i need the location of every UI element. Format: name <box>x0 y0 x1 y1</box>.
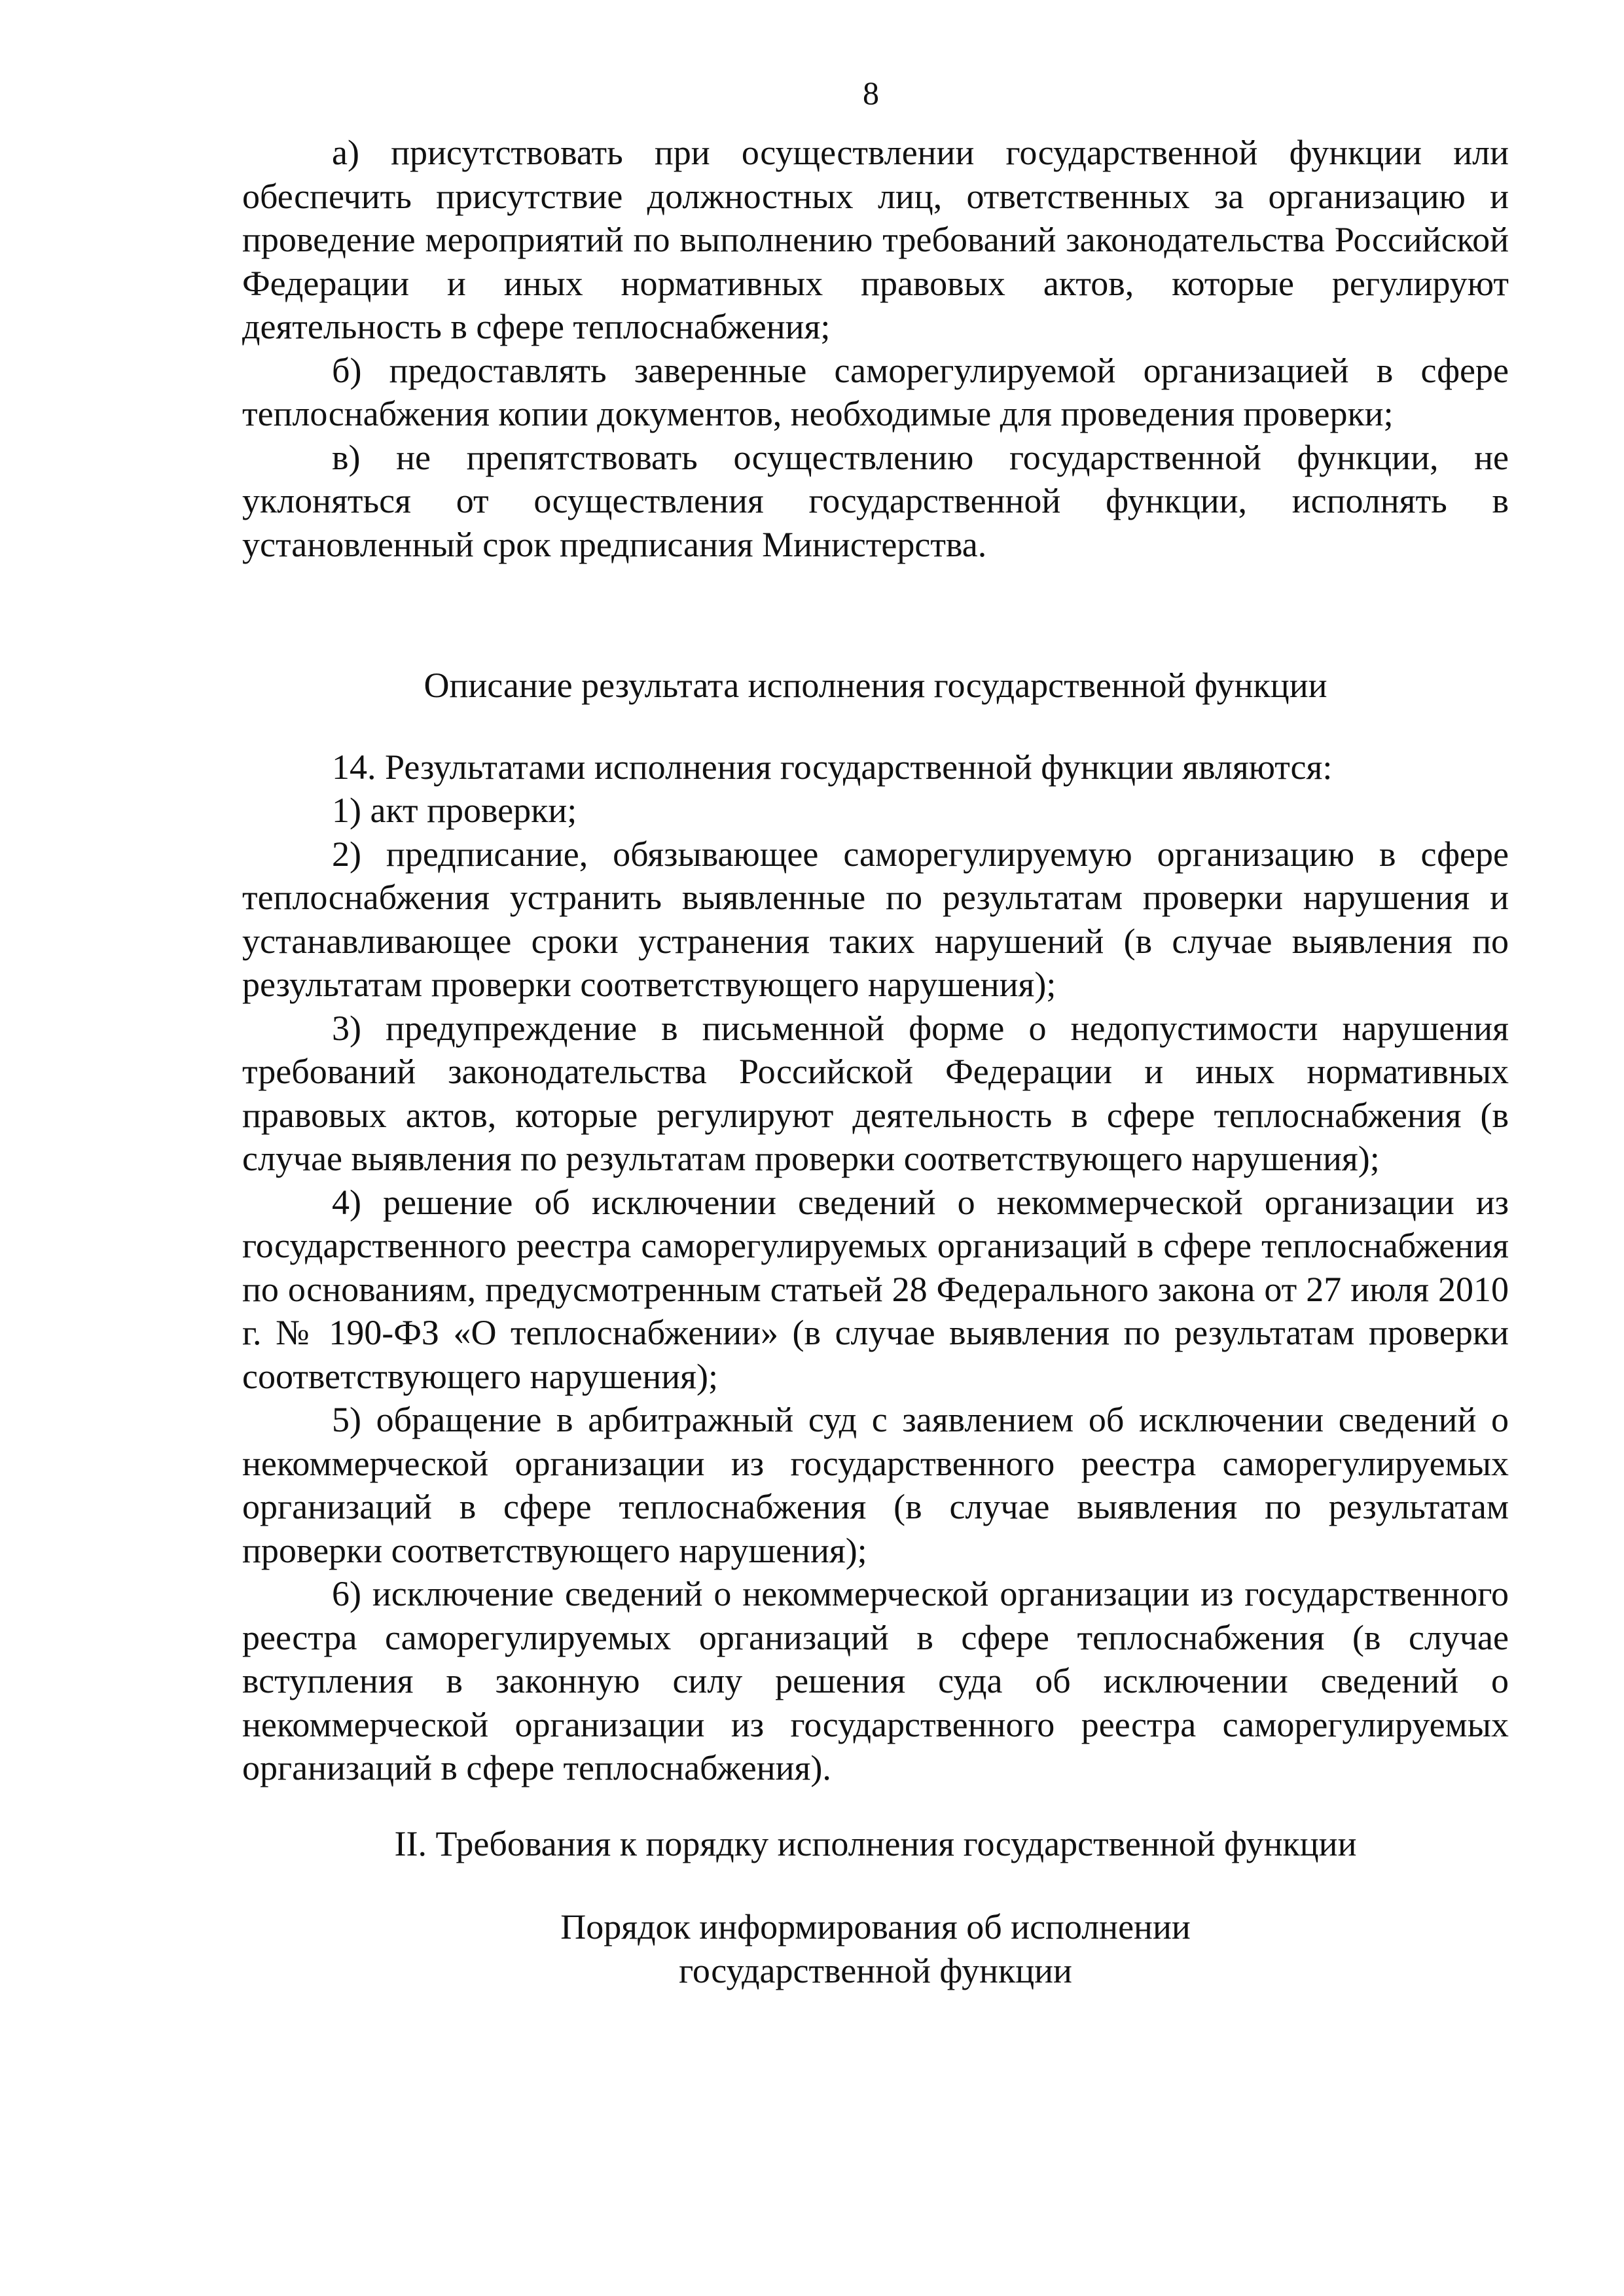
result-item-1: 1) акт проверки; <box>332 791 577 830</box>
duty-paragraph-c: в) не препятствовать осуществлению государственной функции, не уклоняться от осуществления государственной функции, исполнять в установленный срок предписания Министерства. <box>242 437 1509 564</box>
duty-paragraph-b: б) предоставлять заверенные саморегулируемой организацией в сфере теплоснабжения копии документов, необходимые для проведения проверки; <box>242 350 1509 433</box>
document-body <box>242 131 1509 1992</box>
duty-paragraph-a: а) присутствовать при осуществлении государственной функции или обеспечить присутствие должностных лиц, ответственных за организацию и проведение мероприятий по выполнению требований законодательства Российской Федерации и иных нормативных правовых актов, которые регулируют деятельность в сфере теплоснабжения; <box>242 133 1509 346</box>
result-item-6: 6) исключение сведений о некоммерческой организации из государственного реестра саморегулируемых организаций в сфере теплоснабжения (в случае вступления в законную силу решения суда об исключении сведений о некоммерческой организации из государственного реестра саморегулируемых организаций в сфере теплоснабжения). <box>242 1574 1509 1787</box>
result-item-5: 5) обращение в арбитражный суд с заявлением об исключении сведений о некоммерческой организации из государственного реестра саморегулируемых организаций в сфере теплоснабжения (в случае выявления по результатам проверки соответствующего нарушения); <box>242 1400 1509 1570</box>
section-heading-informing-line1: Порядок информирования об исполнении <box>560 1907 1191 1946</box>
section-heading-requirements: II. Требования к порядку исполнения государственной функции <box>394 1823 1357 1863</box>
section-heading-result: Описание результата исполнения государственной функции <box>424 666 1327 705</box>
result-item-2: 2) предписание, обязывающее саморегулируемую организацию в сфере теплоснабжения устранить выявленные по результатам проверки нарушения и устанавливающее сроки устранения таких нарушений (в случае выявления по результатам проверки соответствующего нарушения); <box>242 834 1509 1004</box>
page-number: 8 <box>863 75 879 111</box>
result-item-3: 3) предупреждение в письменной форме о недопустимости нарушения требований законодательства Российской Федерации и иных нормативных правовых актов, которые регулируют деятельность в сфере теплоснабжения (в случае выявления по результатам проверки соответствующего нарушения); <box>242 1008 1509 1178</box>
result-intro-paragraph: 14. Результатами исполнения государственной функции являются: <box>332 747 1333 787</box>
result-item-4: 4) решение об исключении сведений о некоммерческой организации из государственного реестра саморегулируемых организаций в сфере теплоснабжения по основаниям, предусмотренным статьей 28 Федерального закона от 27 июля 2010 г. № 190-ФЗ «О теплоснабжении» (в случае выявления по результатам проверки соответствующего нарушения); <box>242 1182 1509 1396</box>
section-heading-informing-line2: государственной функции <box>679 1950 1072 1990</box>
section-heading-informing <box>242 1905 1509 1992</box>
